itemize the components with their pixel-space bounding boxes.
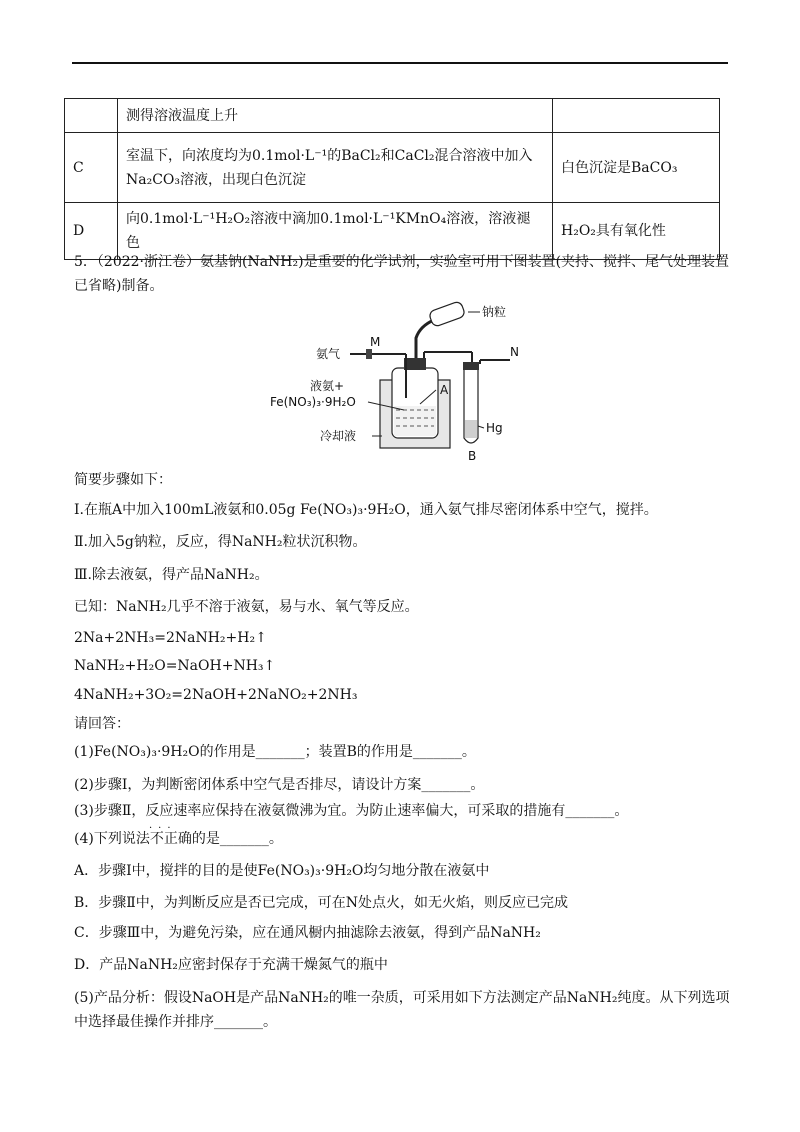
label-sodium: 钠粒	[482, 305, 507, 319]
subquestion-3: (3)步骤Ⅱ，反应速率应保持在液氨微沸为宜。为防止速率偏大，可采取的措施有_______。	[74, 803, 629, 819]
apparatus-diagram	[270, 298, 540, 468]
row-label	[65, 99, 118, 133]
equation-1: 2Na+2NH₃=2NaNH₂+H₂↑	[74, 630, 267, 646]
label-ammonia: 氨气	[316, 347, 341, 361]
step-3: Ⅲ.除去液氨，得产品NaNH₂。	[74, 567, 269, 583]
label-coolant: 冷却液	[320, 429, 357, 443]
row-content: 测得溶液温度上升	[118, 99, 553, 133]
options-table	[64, 98, 720, 260]
valve-m	[366, 349, 372, 359]
subquestion-2: (2)步骤Ⅰ，为判断密闭体系中空气是否排尽，请设计方案_______。	[74, 777, 485, 793]
label-a: A	[440, 383, 449, 397]
label-n: N	[510, 345, 519, 359]
row-content: 向0.1mol·L⁻¹H₂O₂溶液中滴加0.1mol·L⁻¹KMnO₄溶液，溶液褪色	[118, 203, 553, 260]
equation-3: 4NaNH₂+3O₂=2NaOH+2NaNO₂+2NH₃	[74, 687, 358, 703]
subquestion-5: (5)产品分析：假设NaOH是产品NaNH₂的唯一杂质，可采用如下方法测定产品NaNH₂纯度。从下列选项中选择最佳操作并排序_______。	[74, 990, 730, 1030]
table-row	[65, 133, 720, 203]
known-info: 已知：NaNH₂几乎不溶于液氨，易与水、氧气等反应。	[74, 599, 419, 615]
choice-c: C．步骤Ⅲ中，为避免污染，应在通风橱内抽滤除去液氨，得到产品NaNH₂	[74, 925, 541, 941]
equation-2: NaNH₂+H₂O=NaOH+NH₃↑	[74, 658, 276, 674]
row-label: D	[65, 203, 118, 260]
steps-title: 简要步骤如下：	[74, 472, 172, 488]
question-intro: 5．（2022·浙江卷）氨基钠(NaNH₂)是重要的化学试剂，实验室可用下图装置(夹持、搅拌、尾气处理装置已省略)制备。	[74, 254, 730, 294]
subquestion-4: (4)下列说法不正确的是_______。	[74, 831, 283, 847]
label-hg: Hg	[486, 421, 503, 435]
row-label: C	[65, 133, 118, 203]
emphasis-dots: ···	[149, 823, 177, 834]
label-m: M	[370, 335, 381, 349]
row-conclusion: 白色沉淀是BaCO₃	[553, 133, 720, 203]
choice-d: D．产品NaNH₂应密封保存于充满干燥氮气的瓶中	[74, 957, 388, 973]
row-conclusion: H₂O₂具有氧化性	[553, 203, 720, 260]
label-catalyst: Fe(NO₃)₃·9H₂O	[270, 395, 356, 409]
answer-prompt: 请回答：	[74, 716, 130, 732]
stopper	[404, 358, 426, 370]
table-row	[65, 99, 720, 133]
label-b: B	[468, 449, 477, 463]
subquestion-1: (1)Fe(NO₃)₃·9H₂O的作用是_______；装置B的作用是_______。	[74, 744, 476, 760]
row-conclusion	[553, 99, 720, 133]
step-1: Ⅰ.在瓶A中加入100mL液氨和0.05g Fe(NO₃)₃·9H₂O，通入氨气排尽密闭体系中空气，搅拌。	[74, 502, 658, 518]
step-2: Ⅱ.加入5g钠粒，反应，得NaNH₂粒状沉积物。	[74, 534, 367, 550]
choice-a: A．步骤Ⅰ中，搅拌的目的是使Fe(NO₃)₃·9H₂O均匀地分散在液氨中	[74, 863, 490, 879]
header-rule	[72, 62, 728, 64]
choice-b: B．步骤Ⅱ中，为判断反应是否已完成，可在N处点火，如无火焰，则反应已完成	[74, 895, 569, 911]
sodium-funnel	[428, 301, 465, 328]
row-content: 室温下，向浓度均为0.1mol·L⁻¹的BaCl₂和CaCl₂混合溶液中加入Na₂CO₃溶液，出现白色沉淀	[118, 133, 553, 203]
label-liquid-nh3: 液氨+	[310, 379, 345, 393]
